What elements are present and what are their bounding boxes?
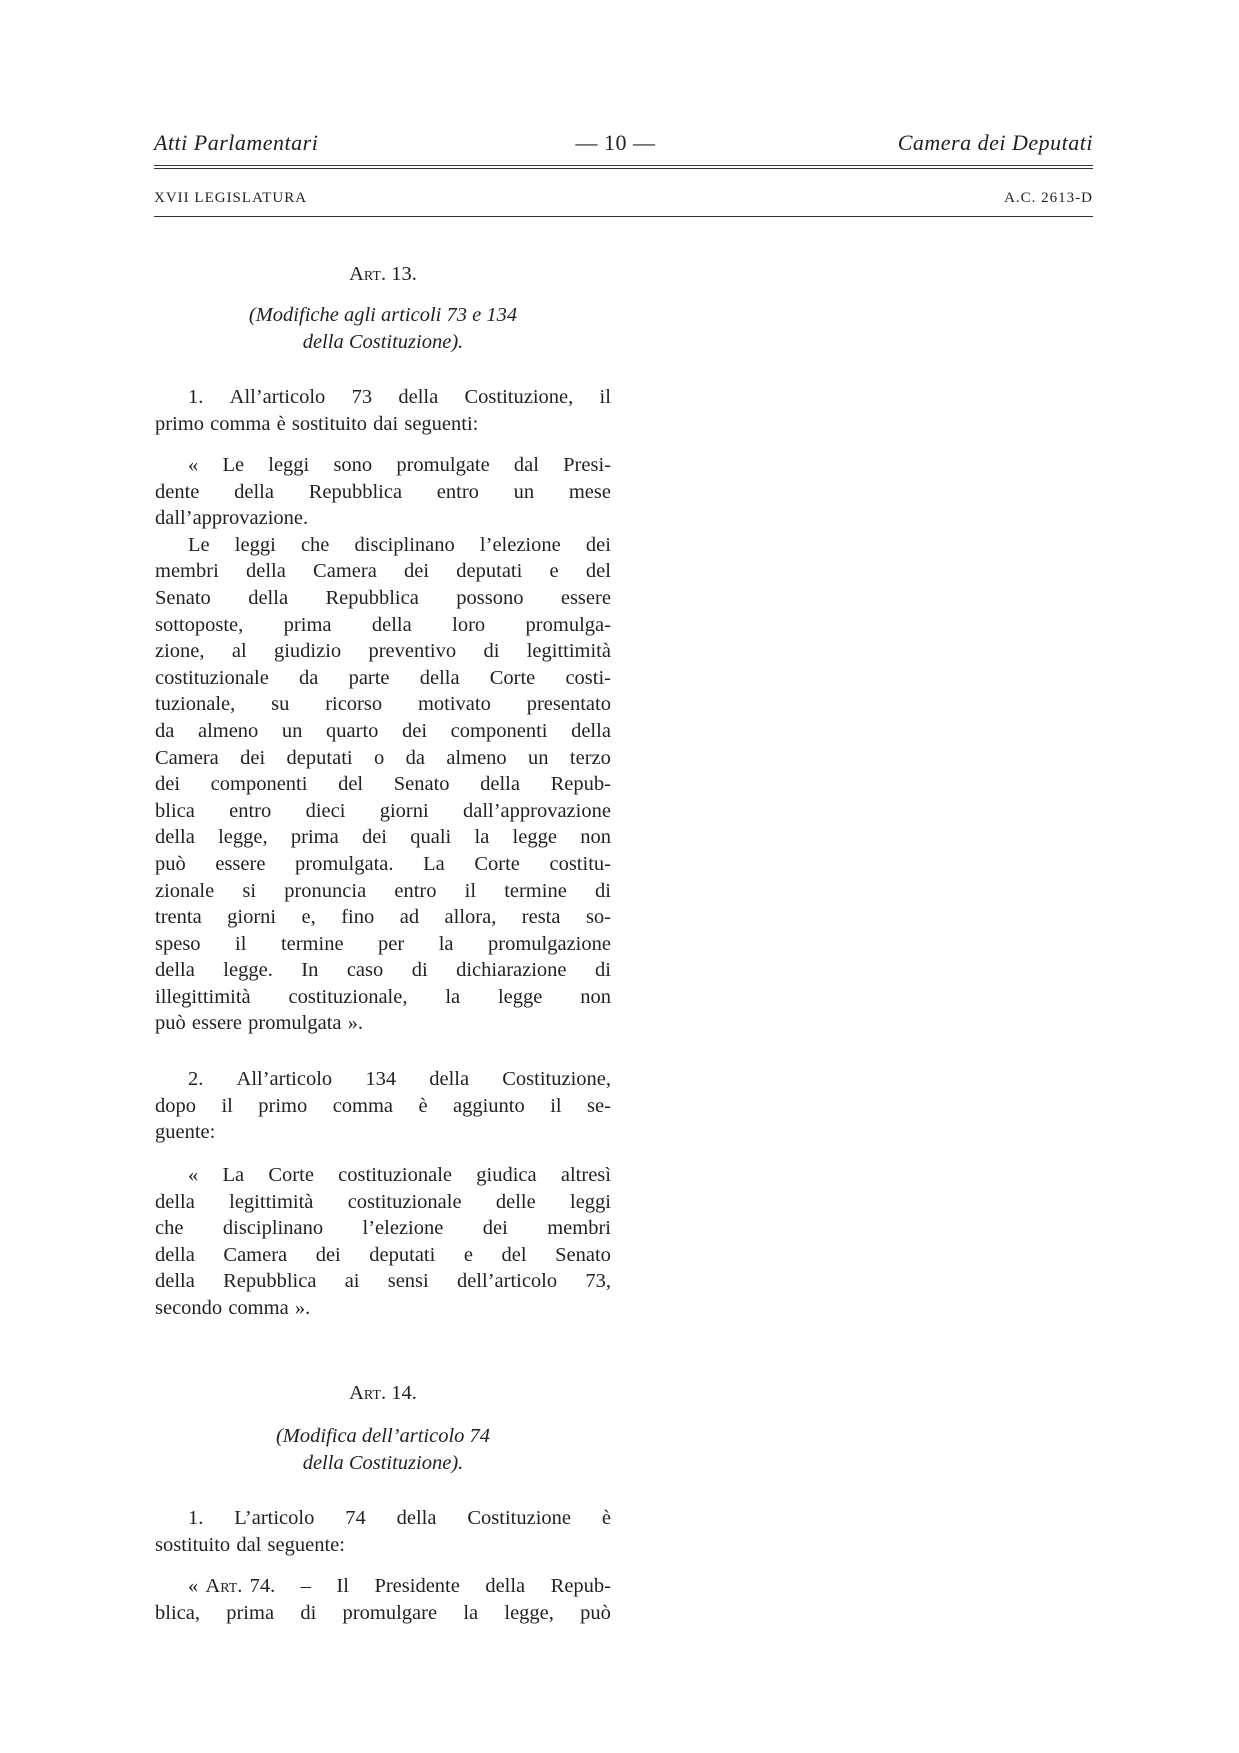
art13-subtitle (155, 302, 611, 355)
word: promulgate (396, 454, 490, 476)
word: dall’approvazione (462, 799, 611, 822)
word: di (300, 1601, 317, 1624)
art-number: 13. (391, 263, 417, 285)
word: prima (226, 1601, 275, 1624)
word: 134 (365, 1068, 397, 1090)
word: del (501, 1243, 527, 1266)
word: che (155, 1217, 184, 1240)
word: resta (521, 906, 561, 929)
word: non (580, 826, 611, 849)
word: « (188, 1164, 199, 1186)
word: di (594, 959, 611, 982)
word: può (580, 1601, 611, 1624)
word: Repubblica (223, 1270, 317, 1293)
word: Costituzione (467, 1507, 571, 1529)
word: Le (222, 454, 245, 476)
word: tuzionale, (155, 693, 236, 716)
word: mese (568, 480, 611, 503)
art14-subtitle (155, 1423, 611, 1476)
word: per (378, 932, 405, 955)
word: della (396, 1507, 437, 1529)
art13-quote-2 (155, 1162, 611, 1322)
word: della (419, 666, 460, 689)
word: Corte (474, 852, 520, 875)
word: sottoposte, (155, 613, 244, 636)
word: Corte (268, 1164, 314, 1186)
word: Corte (489, 666, 536, 689)
word: leggi (234, 533, 276, 556)
word: « (188, 454, 199, 476)
word: la (438, 932, 454, 955)
word: trenta (155, 906, 202, 929)
word: promulgata. (295, 852, 394, 875)
art14-quote-1 (155, 1573, 611, 1626)
text-line (155, 452, 611, 479)
word: costi- (565, 666, 611, 689)
word: dei (155, 773, 181, 796)
word: dei (240, 746, 266, 769)
word: della (571, 719, 611, 742)
word: legge, (504, 1601, 554, 1624)
word: Repub- (550, 773, 611, 796)
word: disciplinano (222, 1217, 324, 1240)
art14-heading (155, 1380, 611, 1407)
word: L’articolo (234, 1507, 315, 1529)
text-line (155, 1162, 611, 1189)
word: primo (155, 412, 204, 435)
word: del (585, 560, 611, 583)
word: sostituito (291, 412, 368, 435)
subtitle-line: (Modifica dell’articolo 74 (275, 1425, 491, 1447)
text-line (155, 745, 611, 772)
word: e, (301, 906, 316, 929)
text-line (155, 1010, 611, 1037)
word: seguente: (267, 1533, 345, 1556)
word: termine (504, 879, 567, 902)
word: da (299, 666, 319, 689)
word: 73, (585, 1270, 611, 1293)
word: Costituzione, (464, 386, 574, 408)
word: di (594, 879, 611, 902)
word: almeno (446, 746, 507, 769)
word: Senato (555, 1243, 611, 1266)
word: blica, (155, 1601, 200, 1624)
word: promulgazione (488, 932, 611, 955)
word: Le (188, 533, 210, 556)
word: della (234, 480, 274, 503)
art13-heading (155, 261, 611, 288)
text-line (155, 1119, 611, 1146)
art-number: 14. (391, 1382, 417, 1404)
legislature-label: XVII LEGISLATURA (154, 190, 308, 206)
word: delle (495, 1190, 536, 1213)
word: deputati (369, 1243, 436, 1266)
word: dei (404, 560, 430, 583)
text-line (155, 1066, 611, 1093)
word: l’elezione (479, 533, 561, 556)
text-line (155, 1242, 611, 1269)
word: la (445, 985, 461, 1008)
word: della (155, 1270, 195, 1293)
word: promulga- (525, 613, 611, 636)
word: Camera (155, 746, 219, 769)
art13-paragraph-1 (155, 384, 611, 437)
text-line (155, 931, 611, 958)
word: disciplinano (354, 533, 455, 556)
word: giudica (476, 1164, 537, 1186)
subheader-rule (154, 216, 1093, 217)
art-label: Art. (205, 1575, 243, 1597)
word: dopo (155, 1094, 196, 1117)
text-line (155, 878, 611, 905)
word: Repubblica (325, 586, 419, 609)
word: legge, (218, 826, 268, 849)
word: costituzionale (338, 1164, 453, 1186)
text-line (155, 691, 611, 718)
word: e (549, 560, 559, 583)
text-line (155, 1215, 611, 1242)
word: blica (155, 799, 195, 822)
word: possono (456, 586, 524, 609)
header-left: Atti Parlamentari (154, 130, 319, 155)
text-line (155, 1532, 611, 1559)
word: della (480, 773, 520, 796)
word: presentato (526, 693, 611, 716)
word: di (483, 640, 500, 663)
text-line (155, 532, 611, 559)
word: dei (402, 719, 428, 742)
word: comma (332, 1094, 394, 1117)
word: dente (155, 480, 200, 503)
word: della (245, 560, 286, 583)
word: della (155, 1190, 195, 1213)
word: speso (155, 932, 201, 955)
word: quali (410, 826, 452, 849)
word: il (464, 879, 477, 902)
word: della (155, 1243, 195, 1266)
word: dal (236, 1533, 262, 1556)
word: Repubblica (308, 480, 403, 503)
word: prima (290, 826, 339, 849)
text-line (155, 384, 611, 411)
word: quarto (326, 719, 379, 742)
text-line (155, 1295, 611, 1322)
word: sostituito (155, 1533, 231, 1556)
text-line (155, 1505, 611, 1532)
word: All’articolo (229, 386, 326, 408)
text-line (155, 1573, 611, 1600)
word: almeno (197, 719, 259, 742)
word: della (398, 386, 439, 408)
art14-quote-lines (155, 1600, 611, 1627)
text-line (155, 585, 611, 612)
header-rule (154, 168, 1093, 169)
art-label: Art. (349, 1382, 387, 1404)
art-label: Art. (349, 263, 387, 285)
text-line (155, 479, 611, 506)
word: se- (587, 1094, 611, 1117)
text-line (155, 984, 611, 1011)
subtitle-line: della Costituzione). (302, 330, 464, 353)
word: della (248, 586, 289, 609)
word: ad (399, 906, 420, 929)
word: ». (294, 1296, 311, 1319)
word: zione, (155, 640, 205, 663)
word: fino (341, 906, 375, 929)
word: leggi (268, 454, 310, 476)
word: sensi (387, 1270, 429, 1293)
text-line-rest: 74. – Il Presidente della Repub- (249, 1575, 611, 1597)
word: illegittimità (155, 985, 251, 1008)
word: Senato (155, 586, 211, 609)
word: parte (348, 666, 390, 689)
word: della (155, 959, 195, 982)
word: un (281, 719, 303, 742)
word: so- (585, 906, 611, 929)
word: giudizio (273, 640, 342, 663)
word: 1. (188, 386, 204, 408)
word: loro (452, 613, 486, 636)
word: legittimità (229, 1190, 314, 1213)
word: dei (315, 1243, 341, 1266)
word: comma (228, 1296, 289, 1319)
word: è (601, 1507, 611, 1529)
word: allora, (444, 906, 497, 929)
word: prima (283, 613, 332, 636)
word: deputati (456, 560, 523, 583)
text-line (155, 638, 611, 665)
word: leggi (570, 1190, 611, 1213)
word: che (300, 533, 330, 556)
word: dei (361, 826, 387, 849)
word: Presi- (563, 454, 611, 476)
text-line (155, 665, 611, 692)
word: si (242, 879, 257, 902)
word: comma (210, 412, 271, 435)
word: seguenti: (404, 412, 479, 435)
word: caso (346, 959, 384, 982)
word: legge (497, 985, 543, 1008)
text-line (155, 824, 611, 851)
word: può (155, 1012, 186, 1035)
subtitle-line: della Costituzione). (302, 1451, 464, 1474)
word: promulgare (342, 1601, 438, 1624)
word: il (221, 1094, 233, 1117)
word: dei (585, 533, 611, 556)
word: di (411, 959, 428, 982)
word: dal (513, 454, 539, 476)
word: dichiarazione (456, 959, 567, 982)
word: primo (258, 1094, 308, 1117)
word: pronuncia (284, 879, 367, 902)
word: componenti (450, 719, 548, 742)
word: La (423, 852, 445, 875)
word: il (550, 1094, 562, 1117)
word: è (276, 412, 286, 435)
word: essere (560, 586, 611, 609)
word: legge. (223, 959, 273, 982)
word: promulgata (248, 1012, 342, 1035)
text-line (155, 771, 611, 798)
word: la (463, 1601, 479, 1624)
word: dall’approvazione. (155, 507, 309, 530)
word: secondo (155, 1296, 223, 1319)
word: altresì (560, 1164, 611, 1186)
word: terzo (569, 746, 611, 769)
word: dieci (305, 799, 346, 822)
word: del (338, 773, 364, 796)
art13-quote-1 (155, 452, 611, 1037)
text-line (155, 718, 611, 745)
document-code: A.C. 2613-D (1004, 190, 1093, 206)
word: un (513, 480, 535, 503)
word: la (474, 826, 490, 849)
word: dai (373, 412, 399, 435)
word: All’articolo (236, 1068, 333, 1090)
quote-mark: « (188, 1575, 199, 1597)
word: ». (347, 1012, 364, 1035)
word: non (580, 985, 611, 1008)
word: e (463, 1243, 473, 1266)
word: termine (280, 932, 344, 955)
art14-paragraph-1 (155, 1505, 611, 1558)
word: giorni (379, 799, 429, 822)
word: La (222, 1164, 245, 1186)
word: componenti (210, 773, 308, 796)
word: il (235, 932, 247, 955)
word: Camera (313, 560, 377, 583)
word: membri (155, 560, 219, 583)
word: della (429, 1068, 470, 1090)
text-line (155, 411, 611, 438)
text-line (155, 1600, 611, 1627)
word: o (373, 746, 385, 769)
word: Costituzione, (502, 1068, 611, 1090)
word: della (155, 826, 195, 849)
word: In (301, 959, 319, 982)
word: un (528, 746, 549, 769)
word: ricorso (325, 693, 383, 716)
word: zionale (155, 879, 215, 902)
word: da (155, 719, 175, 742)
word: il (599, 386, 611, 408)
word: dell’articolo (456, 1270, 558, 1293)
word: deputati (286, 746, 353, 769)
header-rule (154, 165, 1093, 166)
word: Camera (223, 1243, 288, 1266)
word: ai (344, 1270, 360, 1293)
word: guente: (155, 1121, 216, 1144)
text-line (155, 1189, 611, 1216)
word: costitu- (549, 852, 611, 875)
word: costituzionale (347, 1190, 462, 1213)
text-line (155, 904, 611, 931)
word: 73 (351, 386, 373, 408)
text-line (155, 798, 611, 825)
word: legittimità (526, 640, 611, 663)
text-line (155, 1093, 611, 1120)
word: l’elezione (362, 1217, 444, 1240)
word: membri (547, 1217, 611, 1240)
subtitle-line: (Modifiche agli articoli 73 e 134 (248, 304, 518, 326)
word: costituzionale, (288, 985, 408, 1008)
word: legge (512, 826, 557, 849)
text-line (155, 505, 611, 532)
text-line (155, 1268, 611, 1295)
word: costituzionale (155, 666, 269, 689)
word: giorni (227, 906, 277, 929)
word: 74 (345, 1507, 366, 1529)
word: su (271, 693, 290, 716)
word: è (418, 1094, 428, 1117)
word: 1. (188, 1507, 204, 1529)
word: dei (482, 1217, 508, 1240)
word: della (371, 613, 412, 636)
art13-paragraph-2 (155, 1066, 611, 1146)
word: sono (333, 454, 373, 476)
text-line (155, 957, 611, 984)
word: entro (394, 879, 437, 902)
word: motivato (417, 693, 491, 716)
text-line (155, 558, 611, 585)
header-right: Camera dei Deputati (897, 130, 1093, 155)
text-line (155, 612, 611, 639)
word: Senato (393, 773, 450, 796)
word: al (231, 640, 247, 663)
word: 2. (188, 1068, 204, 1090)
word: essere (191, 1012, 242, 1035)
page-number: — 10 — (575, 130, 656, 155)
word: essere (215, 852, 266, 875)
word: entro (436, 480, 479, 503)
text-line (155, 851, 611, 878)
word: può (155, 852, 186, 875)
word: preventivo (368, 640, 457, 663)
word: entro (229, 799, 272, 822)
word: da (405, 746, 425, 769)
word: aggiunto (453, 1094, 525, 1117)
